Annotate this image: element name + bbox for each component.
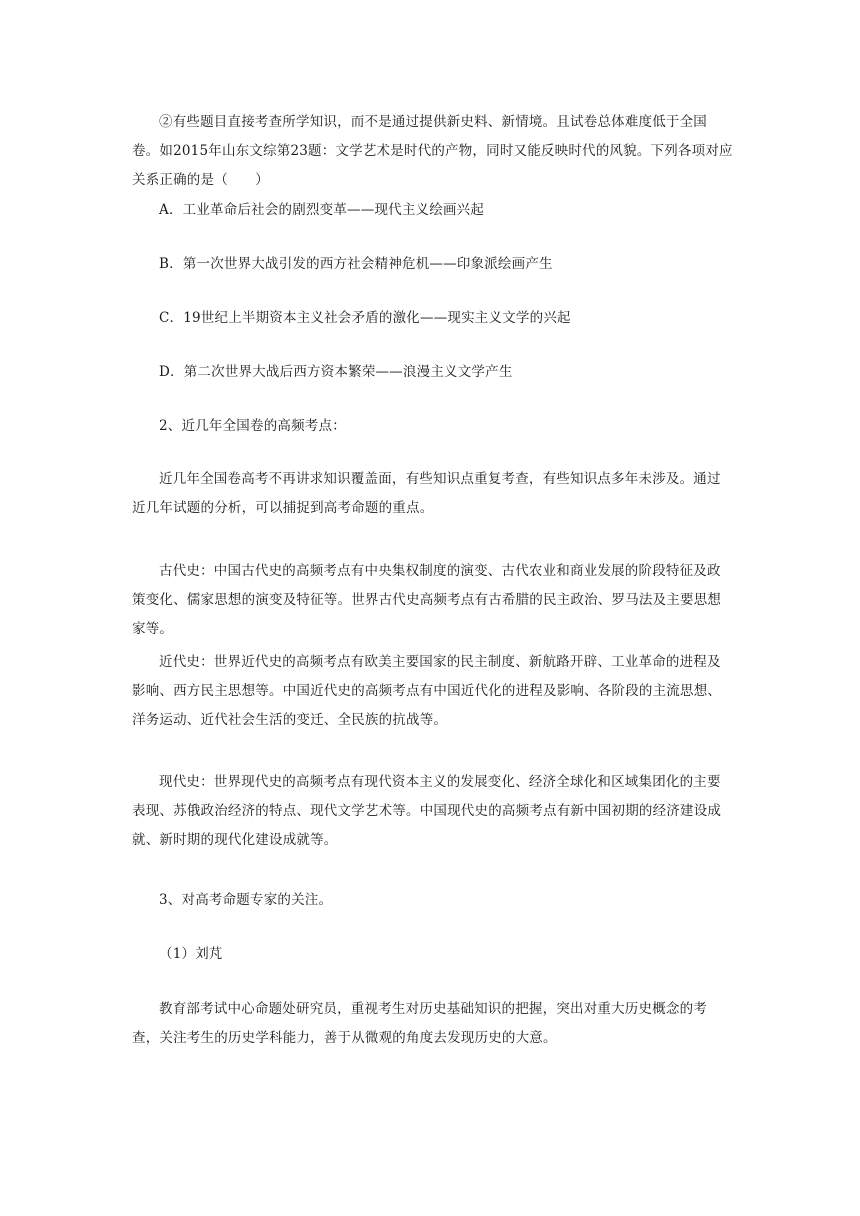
section-heading-2: 2、近几年全国卷的高频考点： — [159, 418, 346, 434]
paragraph-liu-peng-profile: 教育部考试中心命题处研究员，重视考生对历史基础知识的把握，突出对重大历史概念的考查，关注考生的历史学科能力，善于从微观的角度去发现历史的大意。 — [132, 1001, 707, 1046]
paragraph-modern-history: 近代史：世界近代史的高频考点有欧美主要国家的民主制度、新航路开辟、工业革命的进程及影响、西方民主思想等。中国近代史的高频考点有中国近代化的进程及影响、各阶段的主流思想、洋务运动、近代社会生活的变迁、全民族的抗战等。 — [132, 654, 722, 728]
section-heading-3: 3、对高考命题专家的关注。 — [159, 892, 333, 908]
option-b: B．第一次世界大战引发的西方社会精神危机——印象派绘画产生 — [159, 256, 553, 272]
option-c: C．19世纪上半期资本主义社会矛盾的激化——现实主义文学的兴起 — [159, 310, 571, 326]
paragraph-contemporary-history: 现代史：世界现代史的高频考点有现代资本主义的发展变化、经济全球化和区域集团化的主要表现、苏俄政治经济的特点、现代文学艺术等。中国现代史的高频考点有新中国初期的经济建设成就、新时期的现代化建设成就等。 — [132, 774, 722, 848]
option-a: A．工业革命后社会的剧烈变革——现代主义绘画兴起 — [159, 202, 485, 218]
paragraph-ancient-history: 古代史：中国古代史的高频考点有中央集权制度的演变、古代农业和商业发展的阶段特征及政策变化、儒家思想的演变及特征等。世界古代史高频考点有古希腊的民主政治、罗马法及主要思想家等。 — [132, 563, 722, 637]
paragraph-exam-note: ②有些题目直接考查所学知识，而不是通过提供新史料、新情境。且试卷总体难度低于全国卷。如2015年山东文综第23题：文学艺术是时代的产物，同时又能反映时代的风貌。下列各项对应关系正确的是（ ） — [132, 114, 733, 188]
option-d: D．第二次世界大战后西方资本繁荣——浪漫主义文学产生 — [159, 364, 513, 380]
paragraph-high-frequency-intro: 近几年全国卷高考不再讲求知识覆盖面，有些知识点重复考查，有些知识点多年未涉及。通过近几年试题的分析，可以捕捉到高考命题的重点。 — [132, 471, 721, 516]
subheading-liu-peng: （1）刘芃 — [159, 946, 223, 962]
